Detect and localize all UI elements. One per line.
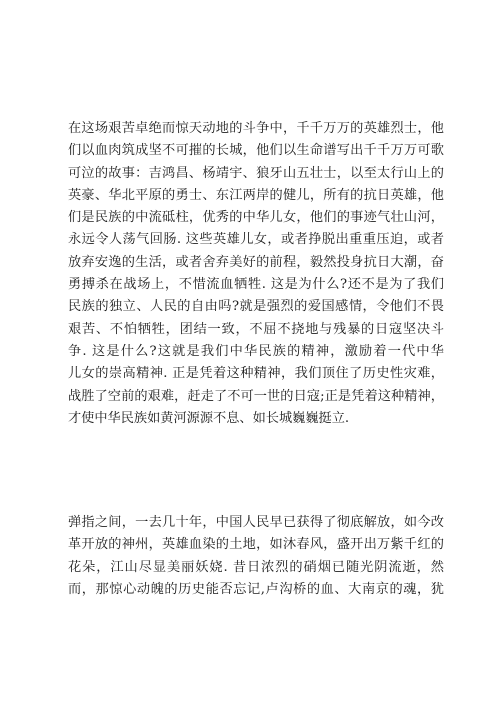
paragraph-line: 弹指之间，一去几十年，中国人民早已获得了彻底解放，如今改 — [68, 515, 444, 530]
paragraph-line: 英豪、华北平原的勇士、东江两岸的健儿，所有的抗日英雄，他 — [68, 187, 444, 203]
paragraph-line: 们是民族的中流砥柱，优秀的中华儿女，他们的事迹气壮山河， — [68, 210, 444, 226]
paragraph-line: 革开放的神州，英雄血染的土地，如沐春风，盛开出万紫千红的 — [68, 537, 444, 553]
paragraph-line: 花朵，江山尽显美丽妖娆. 昔日浓烈的硝烟已随光阴流逝，然 — [68, 559, 444, 575]
paragraph-line: 儿女的崇高精神. 正是凭着这种精神，我们顶住了历史性灾难， — [68, 366, 444, 382]
paragraph-line: 战胜了空前的艰难，赶走了不可一世的日寇;正是凭着这种精神， — [68, 388, 444, 404]
paragraph-line: 民族的独立、人民的自由吗?就是强烈的爱国感情，令他们不畏 — [68, 299, 444, 315]
paragraph-line: 而，那惊心动魄的历史能否忘记,卢沟桥的血、大南京的魂，犹 — [68, 581, 444, 597]
paragraph-line: 永远令人荡气回肠. 这些英雄儿女，或者挣脱出重重压迫，或者 — [68, 232, 444, 248]
paragraph-line: 争. 这是什么?这就是我们中华民族的精神，激励着一代中华 — [68, 343, 444, 359]
paragraph-line: 们以血肉筑成坚不可摧的长城，他们以生命谱写出千千万万可歌 — [68, 143, 444, 159]
paragraph-1 — [68, 118, 444, 430]
paragraph-line: 勇搏杀在战场上，不惜流血牺牲. 这是为什么?还不是为了我们 — [68, 277, 444, 293]
paragraph-line: 放弃安逸的生活，或者舍弃美好的前程，毅然投身抗日大潮，奋 — [68, 254, 444, 270]
paragraph-line: 可泣的故事：吉鸿昌、杨靖宇、狼牙山五壮士，以至太行山上的 — [68, 165, 444, 181]
paragraph-line: 才使中华民族如黄河源源不息、如长城巍巍挺立. — [68, 410, 350, 426]
paragraph-2 — [68, 512, 444, 601]
paragraph-line: 在这场艰苦卓绝而惊天动地的斗争中，千千万万的英雄烈士，他 — [68, 121, 444, 136]
paragraph-line: 艰苦、不怕牺牲，团结一致，不屈不挠地与残暴的日寇坚决斗 — [68, 321, 444, 337]
